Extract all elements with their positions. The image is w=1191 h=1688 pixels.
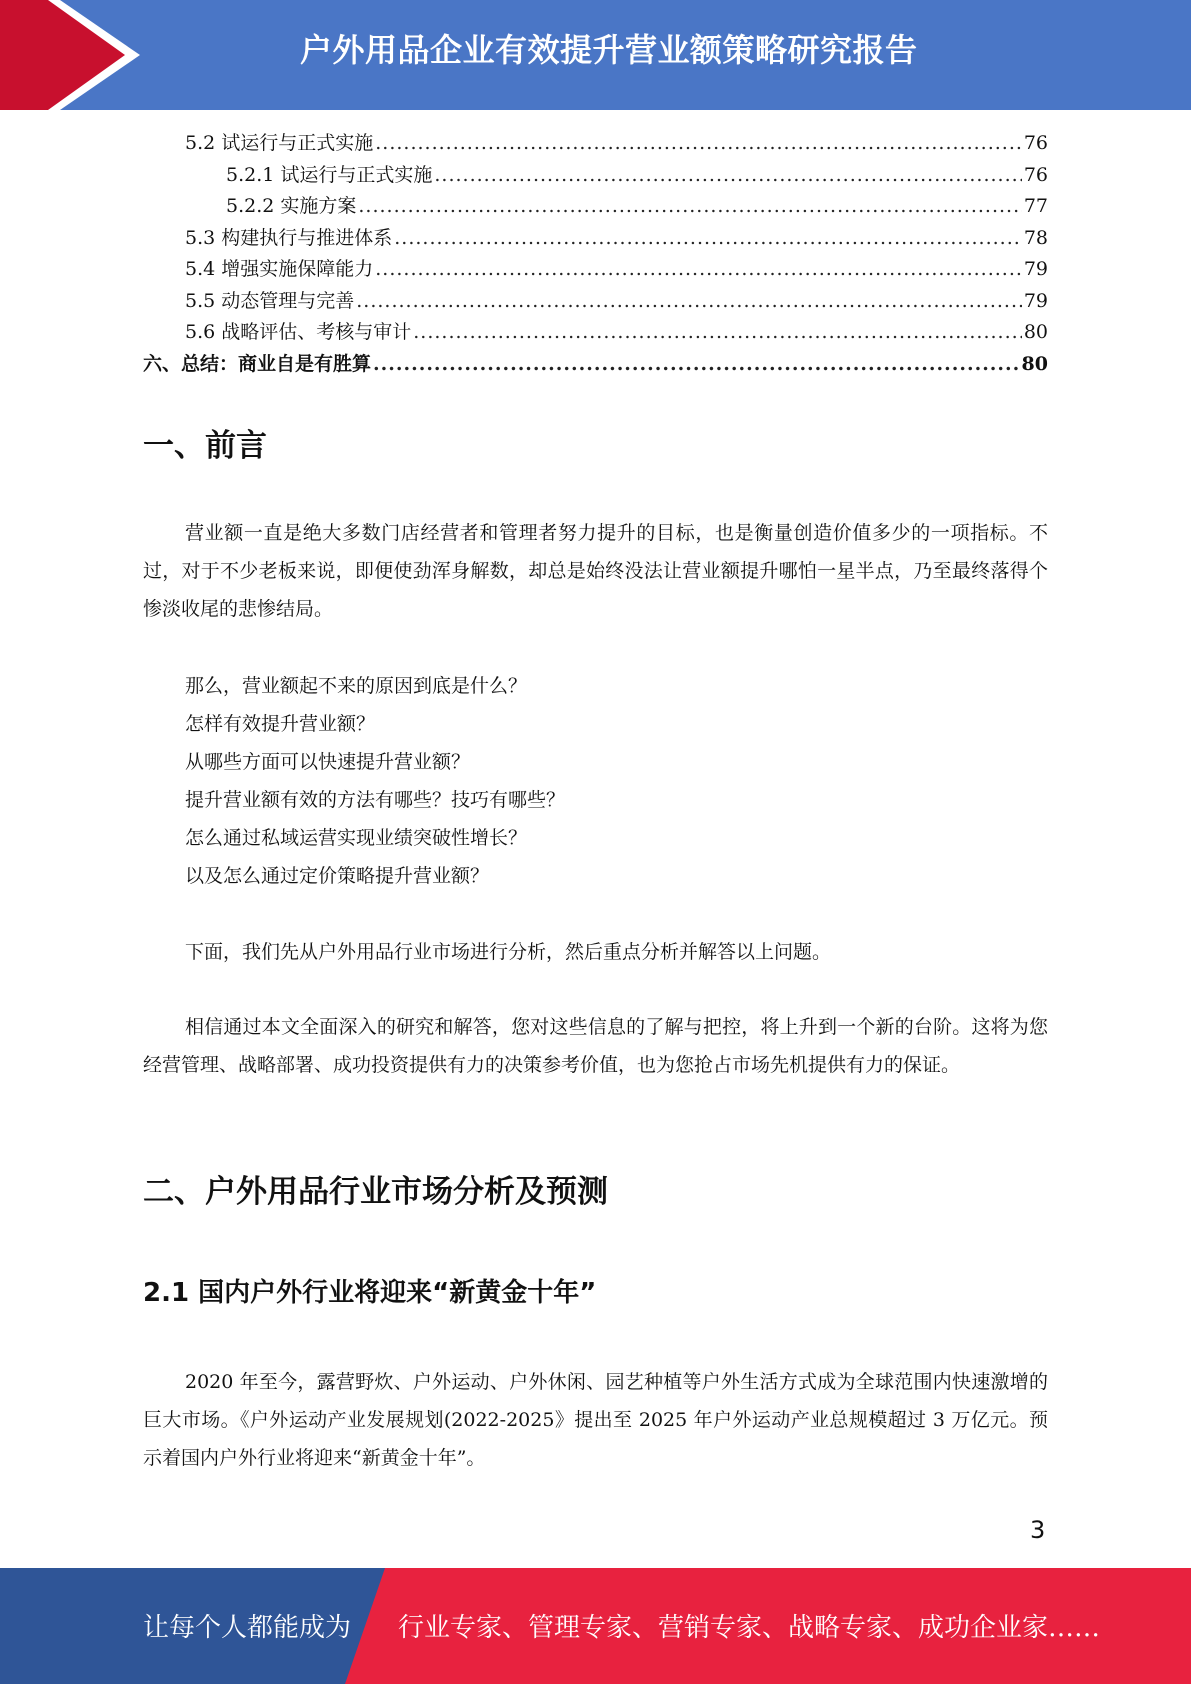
page-number: 3 — [1030, 1516, 1046, 1544]
subsection-heading-2-1: 2.1 国内户外行业将迎来“新黄金十年” — [143, 1278, 597, 1308]
question-item: 以及怎么通过定价策略提升营业额？ — [185, 865, 490, 887]
toc-entry[interactable] — [143, 223, 1048, 255]
subsection-2-1-paragraph: 2020 年至今，露营野炊、户外运动、户外休闲、园艺种植等户外生活方式成为全球范围内快速激增的巨大市场。《户外运动产业发展规划(2022-2025》提出至 2025 年户外运动产业总规模超过 3 万亿元。预示着国内户外行业将迎来“新黄金十年”。 — [143, 1371, 1048, 1469]
toc-leader-dots — [375, 254, 1022, 286]
question-item: 怎样有效提升营业额？ — [185, 713, 376, 735]
question-item: 提升营业额有效的方法有哪些？技巧有哪些？ — [185, 789, 566, 811]
toc-entry-page: 76 — [1023, 132, 1048, 154]
toc-entry-title: 5.2.1 试运行与正式实施 — [226, 163, 433, 186]
question-item: 怎么通过私域运营实现业绩突破性增长？ — [185, 827, 528, 849]
toc-entry-title: 5.5 动态管理与完善 — [185, 289, 355, 312]
toc-entry[interactable] — [143, 160, 1048, 192]
preface-paragraph-2: 下面，我们先从户外用品行业市场进行分析，然后重点分析并解答以上问题。 — [185, 941, 832, 963]
toc-entry-page: 78 — [1023, 226, 1048, 249]
toc-entry-title: 5.4 增强实施保障能力 — [185, 258, 374, 280]
question-item: 从哪些方面可以快速提升营业额？ — [185, 751, 471, 773]
page-footer — [0, 1568, 1191, 1684]
toc-entry[interactable] — [143, 191, 1048, 223]
question-list — [185, 667, 1045, 895]
footer-slogan-right: 行业专家、管理专家、营销专家、战略专家、成功企业家…… — [398, 1613, 1101, 1643]
toc-entry-title: 5.2 试运行与正式实施 — [185, 132, 374, 154]
toc-entry-page: 80 — [1021, 352, 1048, 375]
toc-entry-title: 5.3 构建执行与推进体系 — [185, 226, 393, 249]
section-heading-preface: 一、前言 — [143, 428, 267, 464]
toc-leader-dots — [373, 349, 1020, 381]
page-header — [0, 0, 1191, 110]
toc-entry-title: 六、总结：商业自是有胜算 — [143, 352, 372, 375]
section-heading-market-analysis: 二、户外用品行业市场分析及预测 — [143, 1174, 608, 1210]
toc-entry-page: 80 — [1023, 321, 1048, 343]
toc-entry[interactable] — [143, 128, 1048, 160]
toc-entry-page: 77 — [1023, 195, 1048, 217]
toc-leader-dots — [394, 223, 1022, 255]
preface-paragraph-3: 相信通过本文全面深入的研究和解答，您对这些信息的了解与把控，将上升到一个新的台阶。这将为您经营管理、战略部署、成功投资提供有力的决策参考价值，也为您抢占市场先机提供有力的保证。 — [143, 1016, 1048, 1076]
preface-intro-paragraph: 营业额一直是绝大多数门店经营者和管理者努力提升的目标，也是衡量创造价值多少的一项指标。不过，对于不少老板来说，即便使劲浑身解数，却总是始终没法让营业额提升哪怕一星半点，乃至最终落得个惨淡收尾的悲惨结局。 — [143, 522, 1048, 620]
report-title: 户外用品企业有效提升营业额策略研究报告 — [300, 31, 918, 69]
toc-entry[interactable] — [143, 286, 1048, 318]
toc-leader-dots — [356, 286, 1022, 318]
toc-leader-dots — [413, 317, 1022, 349]
footer-slogan-left: 让每个人都能成为 — [143, 1613, 352, 1643]
header-arrow-decoration — [0, 0, 150, 110]
toc-leader-dots — [434, 160, 1021, 192]
toc-entry-title: 5.6 战略评估、考核与审计 — [185, 321, 412, 343]
toc-entry-title: 5.2.2 实施方案 — [226, 195, 357, 217]
toc-leader-dots — [375, 128, 1022, 160]
toc-entry-page: 79 — [1023, 258, 1048, 280]
toc-entry[interactable] — [143, 349, 1048, 381]
toc-entry-page: 79 — [1023, 289, 1048, 312]
toc-entry-page: 76 — [1023, 163, 1048, 186]
table-of-contents — [143, 128, 1048, 380]
toc-entry[interactable] — [143, 317, 1048, 349]
question-item: 那么，营业额起不来的原因到底是什么？ — [185, 675, 528, 697]
toc-entry[interactable] — [143, 254, 1048, 286]
toc-leader-dots — [358, 191, 1021, 223]
